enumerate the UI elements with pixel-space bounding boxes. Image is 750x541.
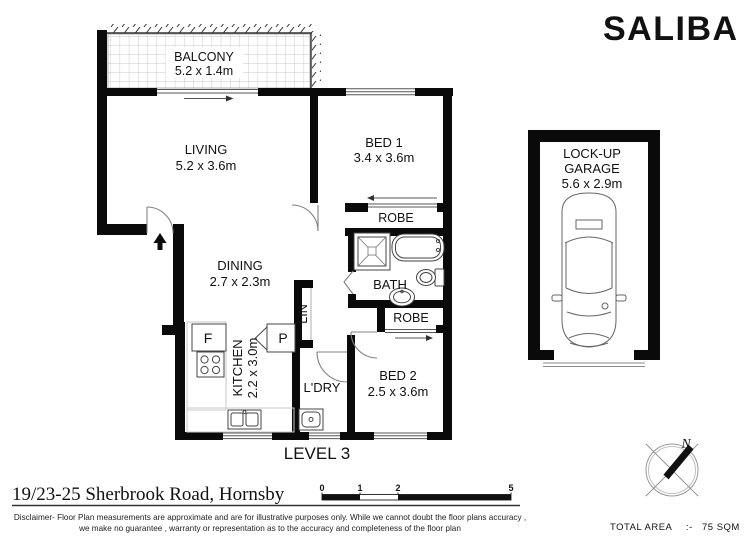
living-name: LIVING <box>184 142 228 157</box>
total-area-value: 75 SQM <box>702 522 740 533</box>
car-top-view <box>552 193 626 347</box>
scale-tick-0: 0 <box>319 483 325 493</box>
laundry-name: L'DRY <box>303 380 341 395</box>
compass-north-label: N <box>681 437 691 452</box>
bed2-dims: 2.5 x 3.6m <box>367 384 429 399</box>
stove <box>197 352 224 377</box>
garage-name-line2: GARAGE <box>564 161 620 176</box>
brand-logo: SALIBA <box>603 10 739 48</box>
fridge-marker: F <box>203 330 213 346</box>
total-area-label: TOTAL AREA <box>610 522 673 533</box>
dining-name: DINING <box>217 258 263 273</box>
bed1-name: BED 1 <box>365 135 403 150</box>
disclaimer-line1: Disclaimer- Floor Plan measurements are approximate and are for illustrative purposes only. While we cannot doubt the floor plans accuracy , <box>13 513 527 522</box>
kitchen-name: KITCHEN <box>230 339 245 397</box>
garage-name-line1: LOCK-UP <box>563 146 621 161</box>
balcony-name: BALCONY <box>174 50 234 64</box>
disclaimer-line2: we make no guarantee , warranty or representation as to the accuracy and completeness of the floor plan <box>79 524 461 533</box>
scale-tick-5: 5 <box>508 483 514 493</box>
bath-name: BATH <box>373 277 407 292</box>
dining-dims: 2.7 x 2.3m <box>209 274 271 289</box>
garage-dims: 5.6 x 2.9m <box>561 176 623 191</box>
property-address: 19/23-25 Sherbrook Road, Hornsby <box>12 484 285 505</box>
scale-tick-2: 2 <box>395 483 401 493</box>
balcony-dims: 5.2 x 1.4m <box>174 64 234 78</box>
living-dims: 5.2 x 3.6m <box>175 158 237 173</box>
scale-tick-1: 1 <box>357 483 363 493</box>
level-label: LEVEL 3 <box>283 444 351 463</box>
robe1-name: ROBE <box>378 211 414 225</box>
robe2-name: ROBE <box>393 311 429 325</box>
laundry-fixtures <box>299 409 323 430</box>
bed1-dims: 3.4 x 3.6m <box>353 150 415 165</box>
linen-name: LIN <box>296 304 310 324</box>
kitchen-dims: 2.2 x 3.0m <box>245 337 260 399</box>
total-area-separator: :- <box>686 522 693 533</box>
bed2-name: BED 2 <box>379 368 417 383</box>
pantry-marker: P <box>278 330 288 346</box>
